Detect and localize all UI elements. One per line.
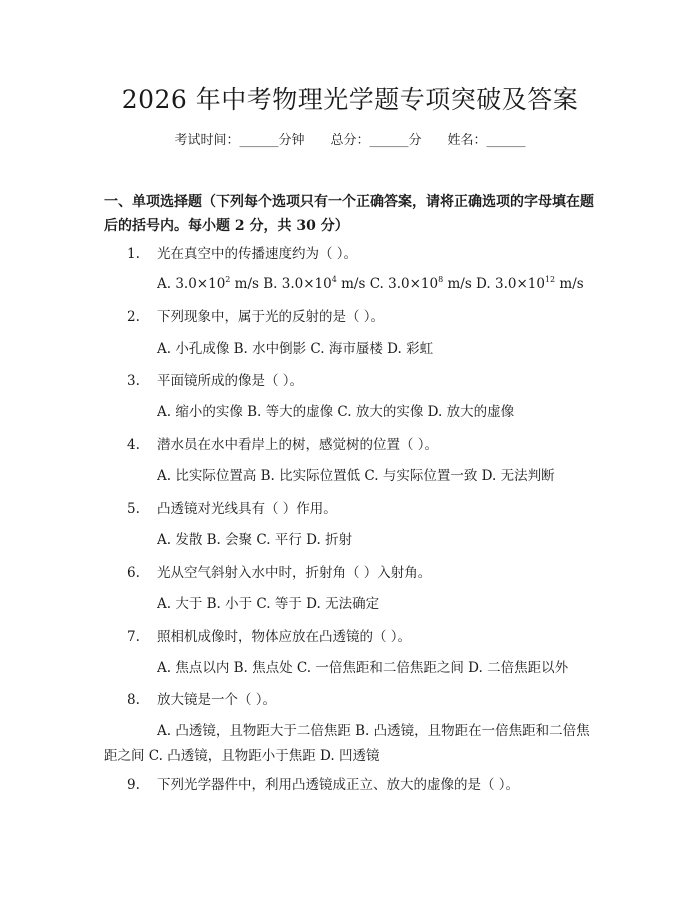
question-text: 放大镜是一个（ ）。 [157,692,277,708]
question-text: 下列光学器件中，利用凸透镜成正立、放大的虚像的是（ ）。 [157,777,520,793]
question-number: 7. [127,629,140,645]
question-text: 下列现象中，属于光的反射的是（ ）。 [157,309,385,325]
question-text: 照相机成像时，物体应放在凸透镜的（ ）。 [157,629,412,645]
section-heading: 一、单项选择题（下列每个选项只有一个正确答案，请将正确选项的字母填在题后的括号内。每小题 2 分，共 30 分） [104,194,594,234]
question-text: 光从空气斜射入水中时，折射角（ ）入射角。 [157,565,432,581]
question-number: 8. [127,692,140,708]
question-7 [104,626,604,648]
question-text: 潜水员在水中看岸上的树，感觉树的位置（ ）。 [157,437,439,453]
question-2-options: A. 小孔成像 B. 水中倒影 C. 海市蜃楼 D. 彩虹 [157,341,434,357]
exam-meta [0,130,700,152]
question-8 [104,689,604,711]
question-text: 凸透镜对光线具有（ ）作用。 [157,501,337,517]
question-1 [104,243,604,265]
question-1-options: A. $3.0\times 10^2$ m/s B. $3.0\times 10^4$ m/s C. $3.0\times 10^8$ m/s D. $3.0\times 10^{12}$ m/s [157,275,584,292]
question-9 [104,774,604,796]
question-6-options: A. 大于 B. 小于 C. 等于 D. 无法确定 [157,596,380,612]
question-5 [104,498,604,520]
question-3 [104,370,604,392]
question-number: 1. [127,246,140,262]
question-2 [104,306,604,328]
total-score-label: 总分：______分 [330,133,422,148]
question-number: 9. [127,777,140,793]
student-name-label: 姓名：______ [447,133,526,148]
page-title: 2026 年中考物理光学题专项突破及答案 [121,85,579,114]
question-text: 平面镜所成的像是（ ）。 [157,373,304,389]
exam-time-label: 考试时间：______分钟 [174,133,305,148]
question-number: 5. [127,501,140,517]
question-4 [104,434,604,456]
question-number: 6. [127,565,140,581]
question-5-options: A. 发散 B. 会聚 C. 平行 D. 折射 [157,532,353,548]
question-text: 光在真空中的传播速度约为（ ）。 [157,246,358,262]
question-6 [104,562,604,584]
question-number: 2. [127,309,140,325]
question-3-options: A. 缩小的实像 B. 等大的虚像 C. 放大的实像 D. 放大的虚像 [157,404,515,420]
question-8-options: A. 凸透镜，且物距大于二倍焦距 B. 凸透镜，且物距在一倍焦距和二倍焦距之间 C. 凸透镜，且物距小于焦距 D. 凹透镜 [104,723,590,764]
question-number: 4. [127,437,140,453]
question-number: 3. [127,373,140,389]
question-4-options: A. 比实际位置高 B. 比实际位置低 C. 与实际位置一致 D. 无法判断 [157,468,555,484]
question-7-options: A. 焦点以内 B. 焦点处 C. 一倍焦距和二倍焦距之间 D. 二倍焦距以外 [157,660,569,676]
